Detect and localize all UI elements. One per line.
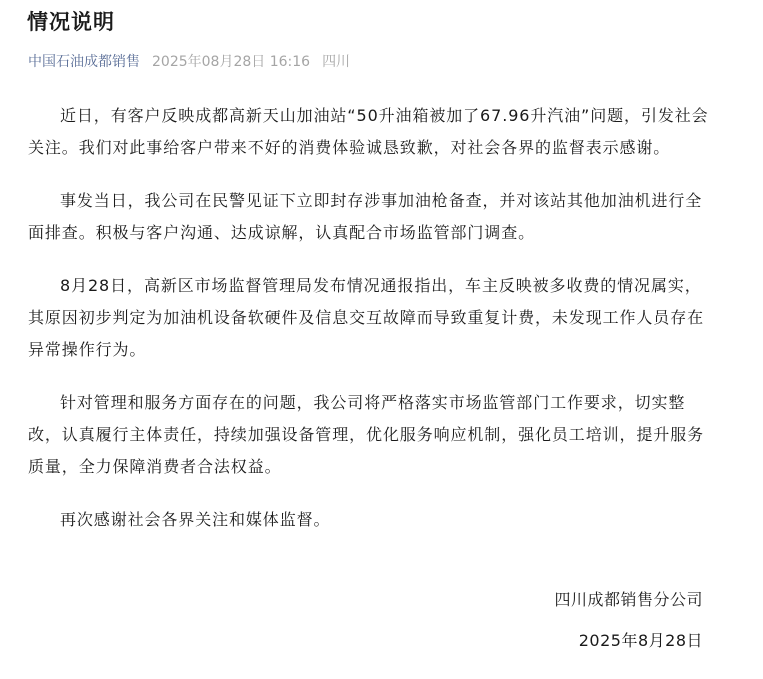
article-title: 情况说明 <box>27 10 115 34</box>
account-name-link[interactable]: 中国石油成都销售 <box>28 54 140 70</box>
paragraph: 近日，有客户反映成都高新天山加油站“50升油箱被加了67.96升汽油”问题，引发社会关注。我们对此事给客户带来不好的消费体验诚恳致歉，对社会各界的监督表示感谢。 <box>28 106 709 157</box>
signature-organization: 四川成都销售分公司 <box>554 590 703 609</box>
paragraph: 事发当日，我公司在民警见证下立即封存涉事加油枪备查，并对该站其他加油机进行全面排查。积极与客户沟通、达成谅解，认真配合市场监管部门调查。 <box>28 191 703 242</box>
article-body <box>28 100 718 557</box>
publish-time: 2025年08月28日 16:16 <box>152 54 311 70</box>
paragraph: 8月28日，高新区市场监督管理局发布情况通报指出，车主反映被多收费的情况属实，其原因初步判定为加油机设备软硬件及信息交互故障而导致重复计费，未发现工作人员存在异常操作行为。 <box>28 276 705 359</box>
paragraph: 针对管理和服务方面存在的问题，我公司将严格落实市场监管部门工作要求，切实整改，认真履行主体责任，持续加强设备管理，优化服务响应机制，强化员工培训，提升服务质量，全力保障消费者合法权益。 <box>28 393 705 476</box>
paragraph: 再次感谢社会各界关注和媒体监督。 <box>60 510 331 529</box>
article-meta <box>28 52 350 72</box>
signature-date: 2025年8月28日 <box>578 631 703 650</box>
publish-region: 四川 <box>322 54 351 70</box>
